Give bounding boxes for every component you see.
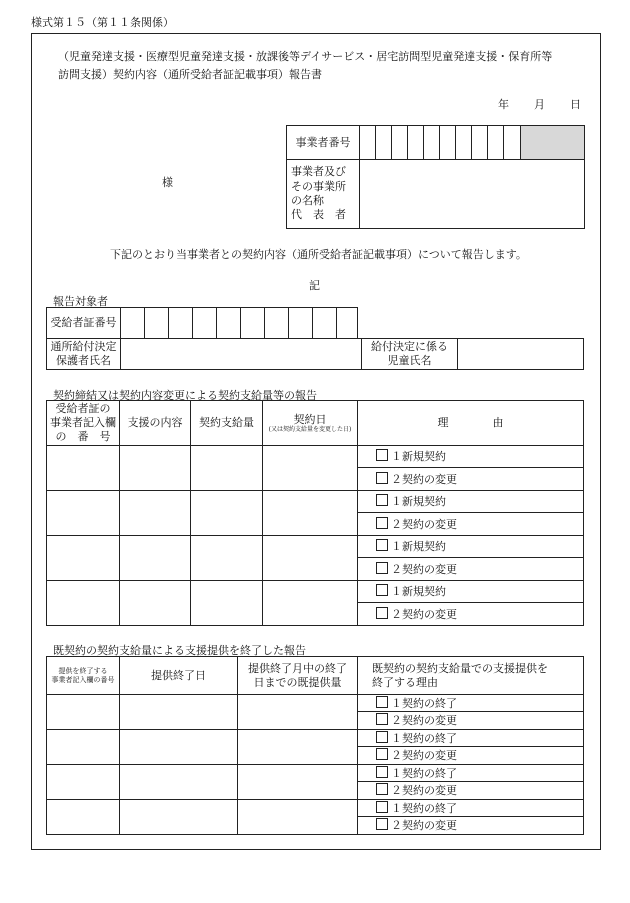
checkbox-icon[interactable]: [376, 818, 388, 830]
s2-cell[interactable]: [47, 695, 120, 730]
checkbox-icon[interactable]: [376, 748, 388, 760]
provider-number-cell[interactable]: [392, 126, 408, 160]
s1-cell[interactable]: [47, 581, 120, 626]
provider-number-label: 事業者番号: [287, 126, 360, 160]
s2-option-end[interactable]: １契約の終了: [358, 730, 584, 747]
checkbox-icon[interactable]: [376, 783, 388, 795]
s2-cell[interactable]: [238, 765, 358, 800]
s1-col2-header: 支援の内容: [120, 401, 191, 446]
form-title-line2: 訪問支援）契約内容（通所受給者証記載事項）報告書: [58, 68, 322, 81]
cert-number-cell[interactable]: [313, 308, 337, 339]
intro-text: 下記のとおり当事業者との契約内容（通所受給者証記載事項）について報告します。: [110, 248, 527, 261]
s1-option-change[interactable]: ２契約の変更: [358, 513, 584, 536]
checkbox-icon[interactable]: [376, 449, 388, 461]
date-year: 年: [498, 98, 509, 111]
s2-option-end[interactable]: １契約の終了: [358, 800, 584, 817]
cert-number-cell[interactable]: [169, 308, 193, 339]
checkbox-icon[interactable]: [376, 494, 388, 506]
s1-option-new[interactable]: １新規契約: [358, 446, 584, 468]
s1-cell[interactable]: [191, 446, 263, 491]
form-title-line1: （児童発達支援・医療型児童発達支援・放課後等デイサービス・居宅訪問型児童発達支援・保育所等: [58, 50, 553, 63]
cert-number-cell[interactable]: [217, 308, 241, 339]
s1-cell[interactable]: [120, 446, 191, 491]
s1-col3-header: 契約支給量: [191, 401, 263, 446]
s2-cell[interactable]: [47, 800, 120, 835]
s2-cell[interactable]: [120, 765, 238, 800]
checkbox-icon[interactable]: [376, 696, 388, 708]
provider-number-shaded: [521, 126, 585, 160]
date-day: 日: [570, 98, 581, 111]
s2-option-change[interactable]: ２契約の変更: [358, 782, 584, 800]
s1-option-change[interactable]: ２契約の変更: [358, 603, 584, 626]
provider-number-cell[interactable]: [472, 126, 488, 160]
s1-cell[interactable]: [47, 491, 120, 536]
guardian-name-field[interactable]: [121, 339, 362, 370]
provider-table: [286, 125, 585, 229]
s1-cell[interactable]: [120, 536, 191, 581]
recipient-suffix: 様: [162, 176, 173, 189]
provider-name-label: 事業者及び その事業所 の名称 代 表 者: [287, 160, 360, 229]
checkbox-icon[interactable]: [376, 713, 388, 725]
s2-cell[interactable]: [120, 730, 238, 765]
s1-cell[interactable]: [191, 491, 263, 536]
checkbox-icon[interactable]: [376, 472, 388, 484]
s2-col1-header: 提供を終了する 事業者記入欄の番号: [47, 657, 120, 695]
checkbox-icon[interactable]: [376, 731, 388, 743]
s2-col4-header: 既契約の契約支給量での支援提供を 終了する理由: [358, 657, 584, 695]
checkbox-icon[interactable]: [376, 801, 388, 813]
cert-number-table: [46, 307, 358, 339]
section1-table: [46, 400, 584, 626]
cert-number-cell[interactable]: [145, 308, 169, 339]
s2-option-end[interactable]: １契約の終了: [358, 765, 584, 782]
s1-cell[interactable]: [47, 446, 120, 491]
s1-cell[interactable]: [191, 581, 263, 626]
cert-number-cell[interactable]: [241, 308, 265, 339]
cert-number-cell[interactable]: [265, 308, 289, 339]
checkbox-icon[interactable]: [376, 517, 388, 529]
provider-number-cell[interactable]: [408, 126, 424, 160]
checkbox-icon[interactable]: [376, 584, 388, 596]
provider-number-cell[interactable]: [456, 126, 472, 160]
checkbox-icon[interactable]: [376, 562, 388, 574]
cert-number-cell[interactable]: [337, 308, 358, 339]
s1-option-change[interactable]: ２契約の変更: [358, 468, 584, 491]
s1-option-new[interactable]: １新規契約: [358, 491, 584, 513]
cert-number-cell[interactable]: [289, 308, 313, 339]
s1-cell[interactable]: [263, 491, 358, 536]
s2-option-end[interactable]: １契約の終了: [358, 695, 584, 712]
s1-col4-note: (又は契約支給量を変更した日): [268, 425, 352, 433]
cert-number-label: 受給者証番号: [47, 308, 121, 339]
s2-cell[interactable]: [238, 800, 358, 835]
provider-number-cell[interactable]: [488, 126, 504, 160]
s1-cell[interactable]: [263, 446, 358, 491]
s2-option-change[interactable]: ２契約の変更: [358, 712, 584, 730]
s2-cell[interactable]: [238, 730, 358, 765]
provider-number-cell[interactable]: [360, 126, 376, 160]
form-label: 様式第１５（第１１条関係）: [31, 16, 174, 29]
checkbox-icon[interactable]: [376, 766, 388, 778]
checkbox-icon[interactable]: [376, 607, 388, 619]
child-name-field[interactable]: [458, 339, 584, 370]
s2-cell[interactable]: [47, 765, 120, 800]
s2-cell[interactable]: [238, 695, 358, 730]
s2-col2-header: 提供終了日: [120, 657, 238, 695]
s1-cell[interactable]: [191, 536, 263, 581]
provider-number-cell[interactable]: [424, 126, 440, 160]
provider-number-cell[interactable]: [376, 126, 392, 160]
s2-cell[interactable]: [47, 730, 120, 765]
child-label: 給付決定に係る 児童氏名: [362, 339, 458, 370]
cert-number-cell[interactable]: [121, 308, 145, 339]
s2-cell[interactable]: [120, 695, 238, 730]
section2-heading: 既契約の契約支給量による支援提供を終了した報告: [53, 644, 306, 657]
s2-option-change[interactable]: ２契約の変更: [358, 817, 584, 835]
s1-cell[interactable]: [120, 491, 191, 536]
guardian-table: [46, 338, 584, 370]
s2-col3-header: 提供終了月中の終了 日までの既提供量: [238, 657, 358, 695]
s1-cell[interactable]: [120, 581, 191, 626]
provider-number-cell[interactable]: [504, 126, 521, 160]
section2-table: [46, 656, 584, 835]
section1-heading: 契約締結又は契約内容変更による契約支給量等の報告: [53, 389, 317, 402]
report-target-heading: 報告対象者: [53, 295, 108, 308]
s1-cell[interactable]: [263, 581, 358, 626]
ki-label: 記: [309, 279, 320, 292]
s1-option-new[interactable]: １新規契約: [358, 536, 584, 558]
s2-cell[interactable]: [120, 800, 238, 835]
provider-name-field[interactable]: [360, 160, 585, 229]
cert-number-cell[interactable]: [193, 308, 217, 339]
provider-number-cell[interactable]: [440, 126, 456, 160]
checkbox-icon[interactable]: [376, 539, 388, 551]
s1-col5-header: 理 由: [358, 401, 584, 446]
s1-cell[interactable]: [47, 536, 120, 581]
s1-col1-header: 受給者証の 事業者記入欄 の 番 号: [47, 401, 120, 446]
s1-option-new[interactable]: １新規契約: [358, 581, 584, 603]
guardian-label: 通所給付決定 保護者氏名: [47, 339, 121, 370]
date-month: 月: [534, 98, 545, 111]
s1-cell[interactable]: [263, 536, 358, 581]
s1-option-change[interactable]: ２契約の変更: [358, 558, 584, 581]
s2-option-change[interactable]: ２契約の変更: [358, 747, 584, 765]
s1-col4-header: 契約日 (又は契約支給量を変更した日): [263, 401, 358, 446]
